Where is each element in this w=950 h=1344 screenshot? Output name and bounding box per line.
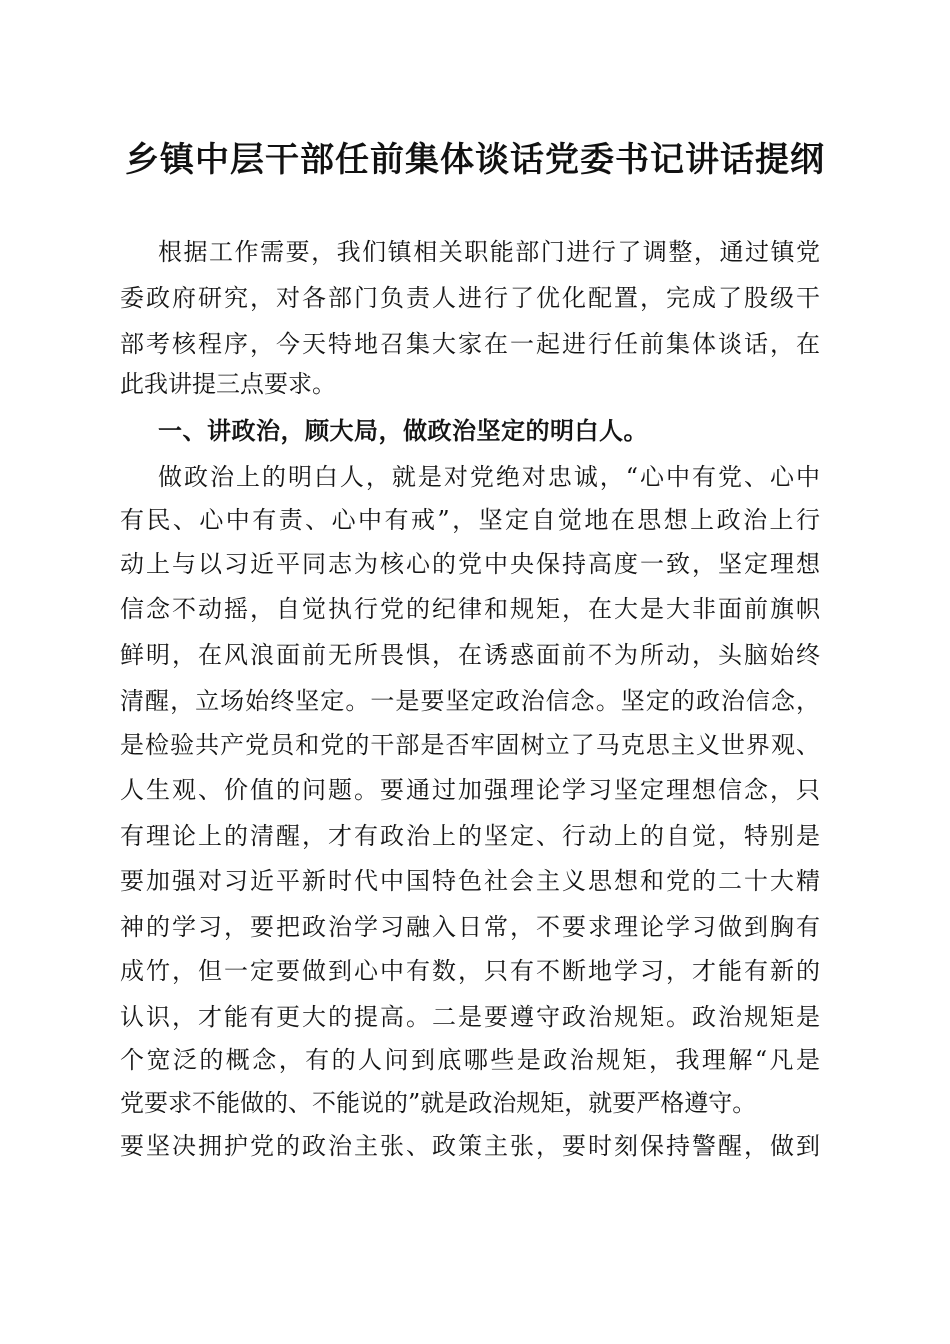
body-line: 成竹，但一定要做到心中有数，只有不断地学习，才能有新的 xyxy=(120,957,820,985)
section-heading: 一、讲政治，顾大局，做政治坚定的明白人。 xyxy=(158,417,648,445)
body-line: 有民、心中有责、心中有戒”，坚定自觉地在思想上政治上行 xyxy=(120,506,820,534)
body-line: 认识，才能有更大的提高。二是要遵守政治规矩。政治规矩是 xyxy=(120,1003,820,1031)
body-line: 要坚决拥护党的政治主张、政策主张，要时刻保持警醒，做到 xyxy=(120,1132,820,1160)
body-line: 有理论上的清醒，才有政治上的坚定、行动上的自觉，特别是 xyxy=(120,822,820,850)
body-line: 清醒，立场始终坚定。一是要坚定政治信念。坚定的政治信念， xyxy=(120,687,820,715)
body-line: 党要求不能做的、不能说的”就是政治规矩，就要严格遵守。 xyxy=(120,1089,757,1117)
body-line: 做政治上的明白人，就是对党绝对忠诚，“心中有党、心中 xyxy=(158,463,820,491)
intro-line: 根据工作需要，我们镇相关职能部门进行了调整，通过镇党 xyxy=(158,238,820,266)
body-line: 是检验共产党员和党的干部是否牢固树立了马克思主义世界观、 xyxy=(120,731,820,759)
body-line: 人生观、价值的问题。要通过加强理论学习坚定理想信念，只 xyxy=(120,776,820,804)
document-title: 乡镇中层干部任前集体谈话党委书记讲话提纲 xyxy=(125,140,825,180)
body-line: 要加强对习近平新时代中国特色社会主义思想和党的二十大精 xyxy=(120,867,820,895)
intro-line: 此我讲提三点要求。 xyxy=(120,370,336,398)
intro-line: 委政府研究，对各部门负责人进行了优化配置，完成了股级干 xyxy=(120,284,820,312)
intro-line: 部考核程序，今天特地召集大家在一起进行任前集体谈话，在 xyxy=(120,330,820,358)
body-line: 鲜明，在风浪面前无所畏惧，在诱惑面前不为所动，头脑始终 xyxy=(120,641,820,669)
body-line: 动上与以习近平同志为核心的党中央保持高度一致，坚定理想 xyxy=(120,550,820,578)
body-line: 信念不动摇，自觉执行党的纪律和规矩，在大是大非面前旗帜 xyxy=(120,595,820,623)
body-line: 个宽泛的概念，有的人问到底哪些是政治规矩，我理解“凡是 xyxy=(120,1046,820,1074)
body-line: 神的学习，要把政治学习融入日常，不要求理论学习做到胸有 xyxy=(120,913,820,941)
